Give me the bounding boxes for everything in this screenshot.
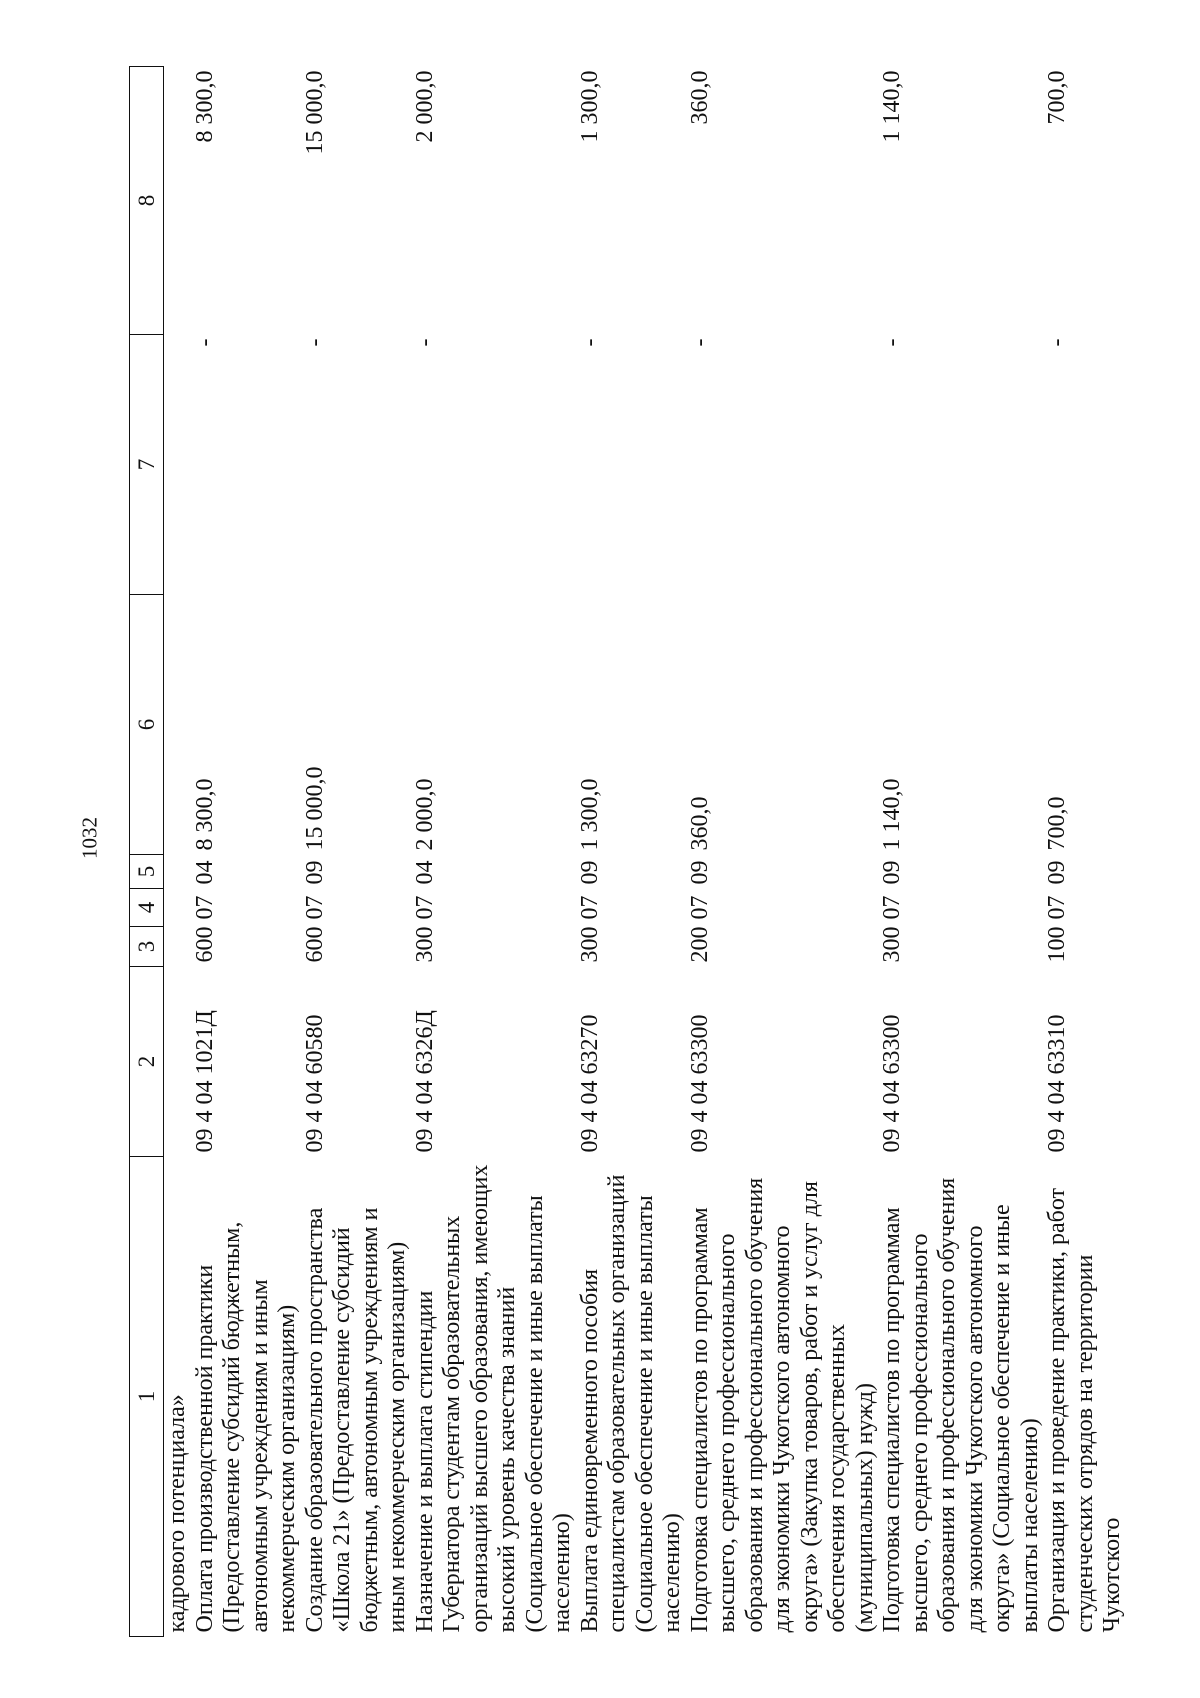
row-col6: 1 140,0: [879, 778, 905, 851]
row-col3: 300: [879, 926, 905, 963]
row-col4: 07: [686, 895, 713, 920]
table-row: [687, 67, 880, 1637]
row-col4: 07: [411, 895, 438, 920]
row-code: 09 4 04 63300: [686, 1014, 713, 1153]
header-col-2: 2: [130, 967, 164, 1157]
table-row: [1044, 67, 1127, 1637]
row-col4: 07: [1044, 895, 1070, 920]
row-col8: 700,0: [1044, 70, 1070, 125]
row-col6: 360,0: [686, 796, 713, 851]
table-row: [192, 67, 302, 1637]
table-row: [577, 67, 687, 1637]
row-col3: 200: [686, 926, 713, 963]
row-col3: 600: [301, 926, 328, 963]
row-name: Организация и проведение практики, работ студенческих отрядов на территории Чукотского: [1044, 1187, 1125, 1633]
header-col-5: 5: [130, 855, 164, 889]
row-name: Оплата производственной практики (Предоставление субсидий бюджетным, автономным учреждениям и иным некоммерческим организациям): [191, 1221, 300, 1633]
row-col3: 600: [191, 926, 218, 963]
header-col-7: 7: [130, 335, 164, 595]
row-col3: 100: [1044, 926, 1070, 963]
row-col8: 360,0: [686, 70, 713, 125]
row-col5: 04: [411, 860, 438, 885]
row-name: Подготовка специалистов по программам высшего, среднего профессионального образования и профессионального обучения для экономики Чукотского автономного округа» (Социальное обеспечение и иные выплаты населению): [879, 1177, 1043, 1633]
row-col5: 04: [191, 860, 218, 885]
row-code: 09 4 04 60580: [301, 1014, 328, 1153]
row-col7: -: [1044, 338, 1070, 347]
row-col5: 09: [1044, 860, 1070, 885]
row-col8: 1 300,0: [576, 70, 603, 143]
row-col6: 1 300,0: [576, 778, 603, 851]
rotated-table-container: [129, 67, 1159, 1637]
row-col5: 09: [576, 860, 603, 885]
header-col-3: 3: [130, 927, 164, 967]
row-col5: 09: [879, 860, 905, 885]
row-name: Подготовка специалистов по программам высшего, среднего профессионального образования и профессионального обучения для экономики Чукотского автономного округа» (Закупка товаров, работ и услуг для обеспечения государственных (муниципальных) нужд): [686, 1177, 878, 1633]
table-row: [302, 67, 412, 1637]
row-col7: -: [191, 338, 218, 347]
row-col8: 2 000,0: [411, 70, 438, 143]
row-col6: 15 000,0: [301, 766, 328, 851]
intro-row: [164, 67, 192, 1637]
row-code: 09 4 04 1021Д: [191, 1010, 218, 1153]
row-col7: -: [301, 338, 328, 347]
row-code: 09 4 04 6326Д: [411, 1010, 438, 1153]
row-code: 09 4 04 63300: [879, 1014, 905, 1153]
header-col-8: 8: [130, 67, 164, 335]
header-col-6: 6: [130, 595, 164, 855]
row-col7: -: [411, 338, 438, 347]
row-col7: -: [879, 338, 905, 347]
row-col8: 1 140,0: [879, 70, 905, 143]
table-row: [879, 67, 1044, 1637]
row-code: 09 4 04 63270: [576, 1014, 603, 1153]
row-col8: 15 000,0: [301, 70, 328, 155]
budget-table: [129, 66, 1127, 1637]
row-col5: 09: [301, 860, 328, 885]
row-col7: -: [576, 338, 603, 347]
header-row: [130, 67, 164, 1637]
row-col8: 8 300,0: [191, 70, 218, 143]
row-col4: 07: [301, 895, 328, 920]
row-col4: 07: [879, 895, 905, 920]
table-row: [412, 67, 577, 1637]
row-col7: -: [686, 338, 713, 347]
row-name: Создание образовательного пространства «Школа 21» (Предоставление субсидий бюджетным, автономным учреждениям и иным некоммерческим организациям): [301, 1207, 410, 1633]
row-col5: 09: [686, 860, 713, 885]
row-code: 09 4 04 63310: [1044, 1014, 1070, 1153]
page-number: 1032: [77, 817, 102, 859]
row-col3: 300: [576, 926, 603, 963]
row-col6: 8 300,0: [191, 778, 218, 851]
intro-text: кадрового потенциала»: [164, 1394, 190, 1633]
row-col6: 2 000,0: [411, 778, 438, 851]
row-col4: 07: [576, 895, 603, 920]
row-col3: 300: [411, 926, 438, 963]
header-col-4: 4: [130, 889, 164, 927]
row-col4: 07: [191, 895, 218, 920]
row-name: Назначение и выплата стипендии Губернатора студентам образовательных организаций высшего образования, имеющих высокий уровень качества знаний (Социальное обеспечение и иные выплаты населению): [411, 1164, 575, 1633]
row-name: Выплата единовременного пособия специалистам образовательных организаций (Социальное обеспечение и иные выплаты населению): [576, 1174, 685, 1633]
header-col-1: 1: [130, 1157, 164, 1637]
row-col6: 700,0: [1044, 796, 1070, 851]
